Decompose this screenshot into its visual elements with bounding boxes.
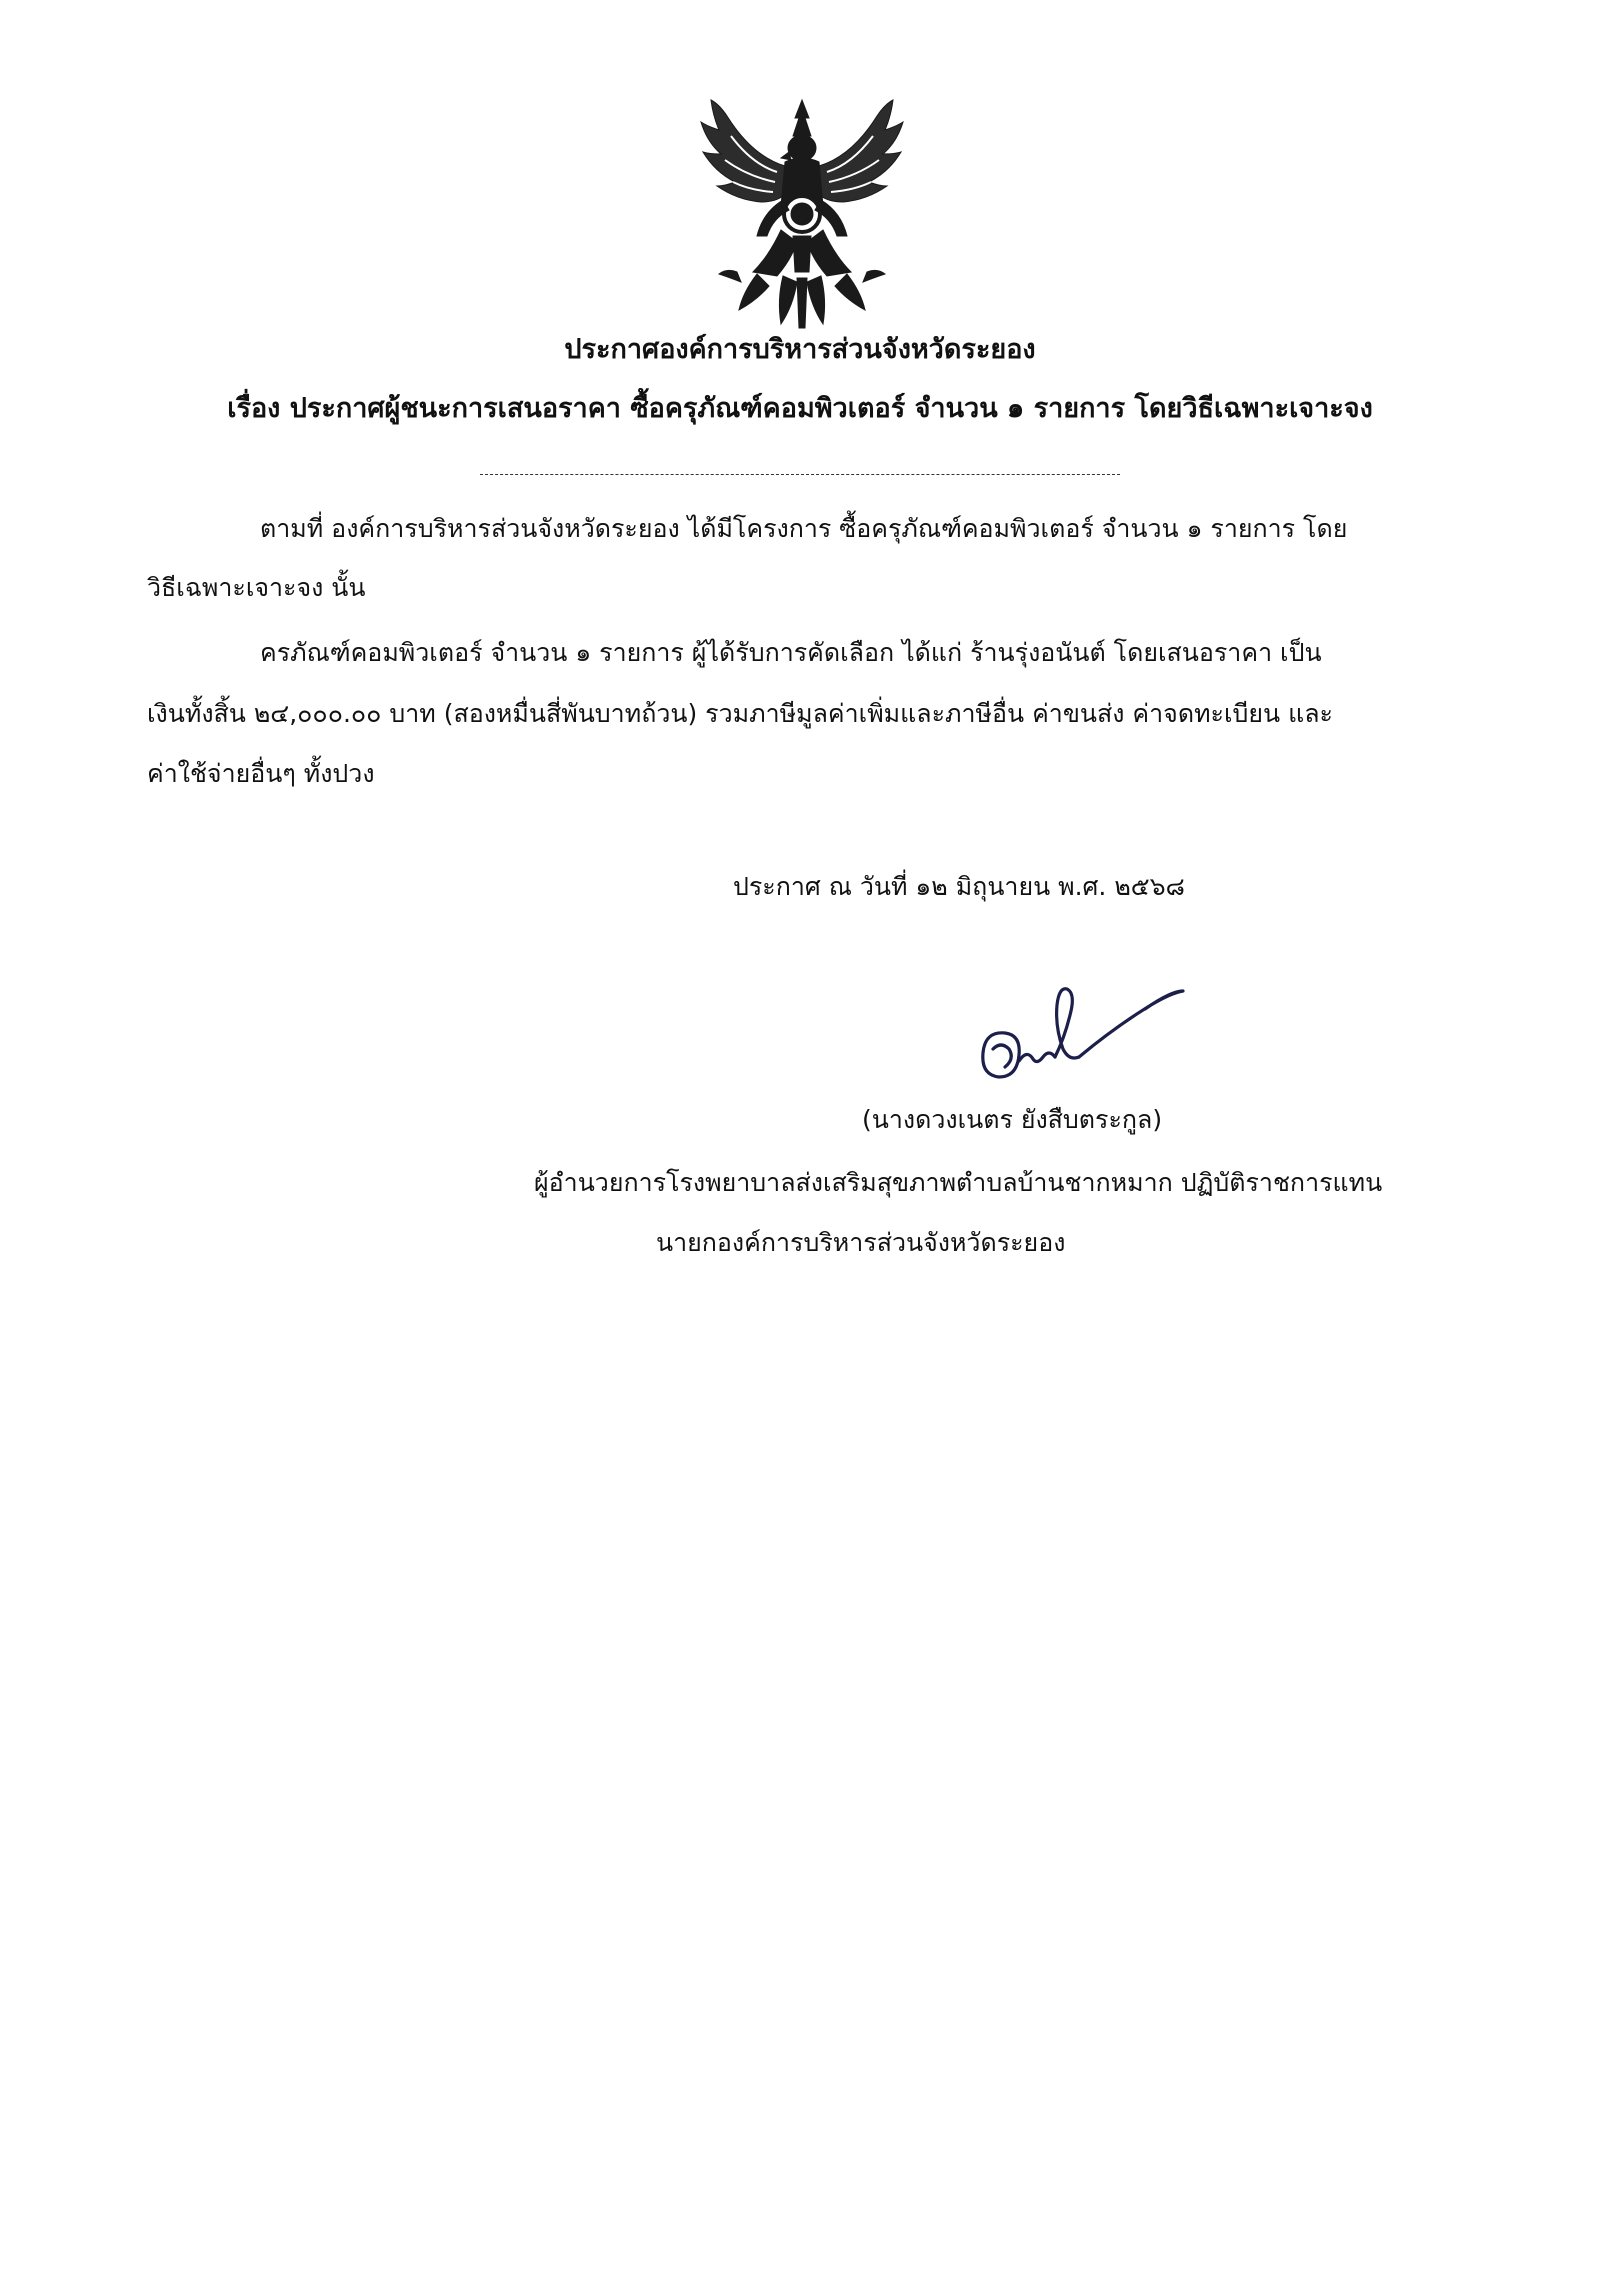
signatory-name: (นางดวงเนตร ยังสืบตระกูล) (862, 1105, 1163, 1134)
paragraph-2-line-2: เงินทั้งสิ้น ๒๔,๐๐๐.๐๐ บาท (สองหมื่นสี่พันบาทถ้วน) รวมภาษีมูลค่าเพิ่มและภาษีอื่น ค่าขนส่ง ค่าจดทะเบียน และ (147, 699, 1333, 728)
document-title: ประกาศองค์การบริหารส่วนจังหวัดระยอง (564, 334, 1036, 365)
signatory-position-line-1: ผู้อำนวยการโรงพยาบาลส่งเสริมสุขภาพตำบลบ้านชากหมาก ปฏิบัติราชการแทน (534, 1168, 1383, 1197)
signature-image (975, 965, 1190, 1095)
announcement-date: ประกาศ ณ วันที่ ๑๒ มิถุนายน พ.ศ. ๒๕๖๘ (733, 872, 1185, 901)
paragraph-1-line-2: วิธีเฉพาะเจาะจง นั้น (147, 573, 366, 602)
signatory-position-line-2: นายกองค์การบริหารส่วนจังหวัดระยอง (656, 1228, 1066, 1257)
paragraph-1-line-1: ตามที่ องค์การบริหารส่วนจังหวัดระยอง ได้มีโครงการ ซื้อครุภัณฑ์คอมพิวเตอร์ จำนวน ๑ รายการ โดย (260, 514, 1348, 543)
garuda-emblem-icon (697, 96, 907, 332)
paragraph-2-line-3: ค่าใช้จ่ายอื่นๆ ทั้งปวง (147, 759, 375, 788)
paragraph-2-line-1: ครภัณฑ์คอมพิวเตอร์ จำนวน ๑ รายการ ผู้ได้รับการคัดเลือก ได้แก่ ร้านรุ่งอนันต์ โดยเสนอราคา เป็น (260, 638, 1322, 667)
title-divider (480, 474, 1120, 475)
document-subject: เรื่อง ประกาศผู้ชนะการเสนอราคา ซื้อครุภัณฑ์คอมพิวเตอร์ จำนวน ๑ รายการ โดยวิธีเฉพาะเจาะจง (227, 393, 1373, 424)
